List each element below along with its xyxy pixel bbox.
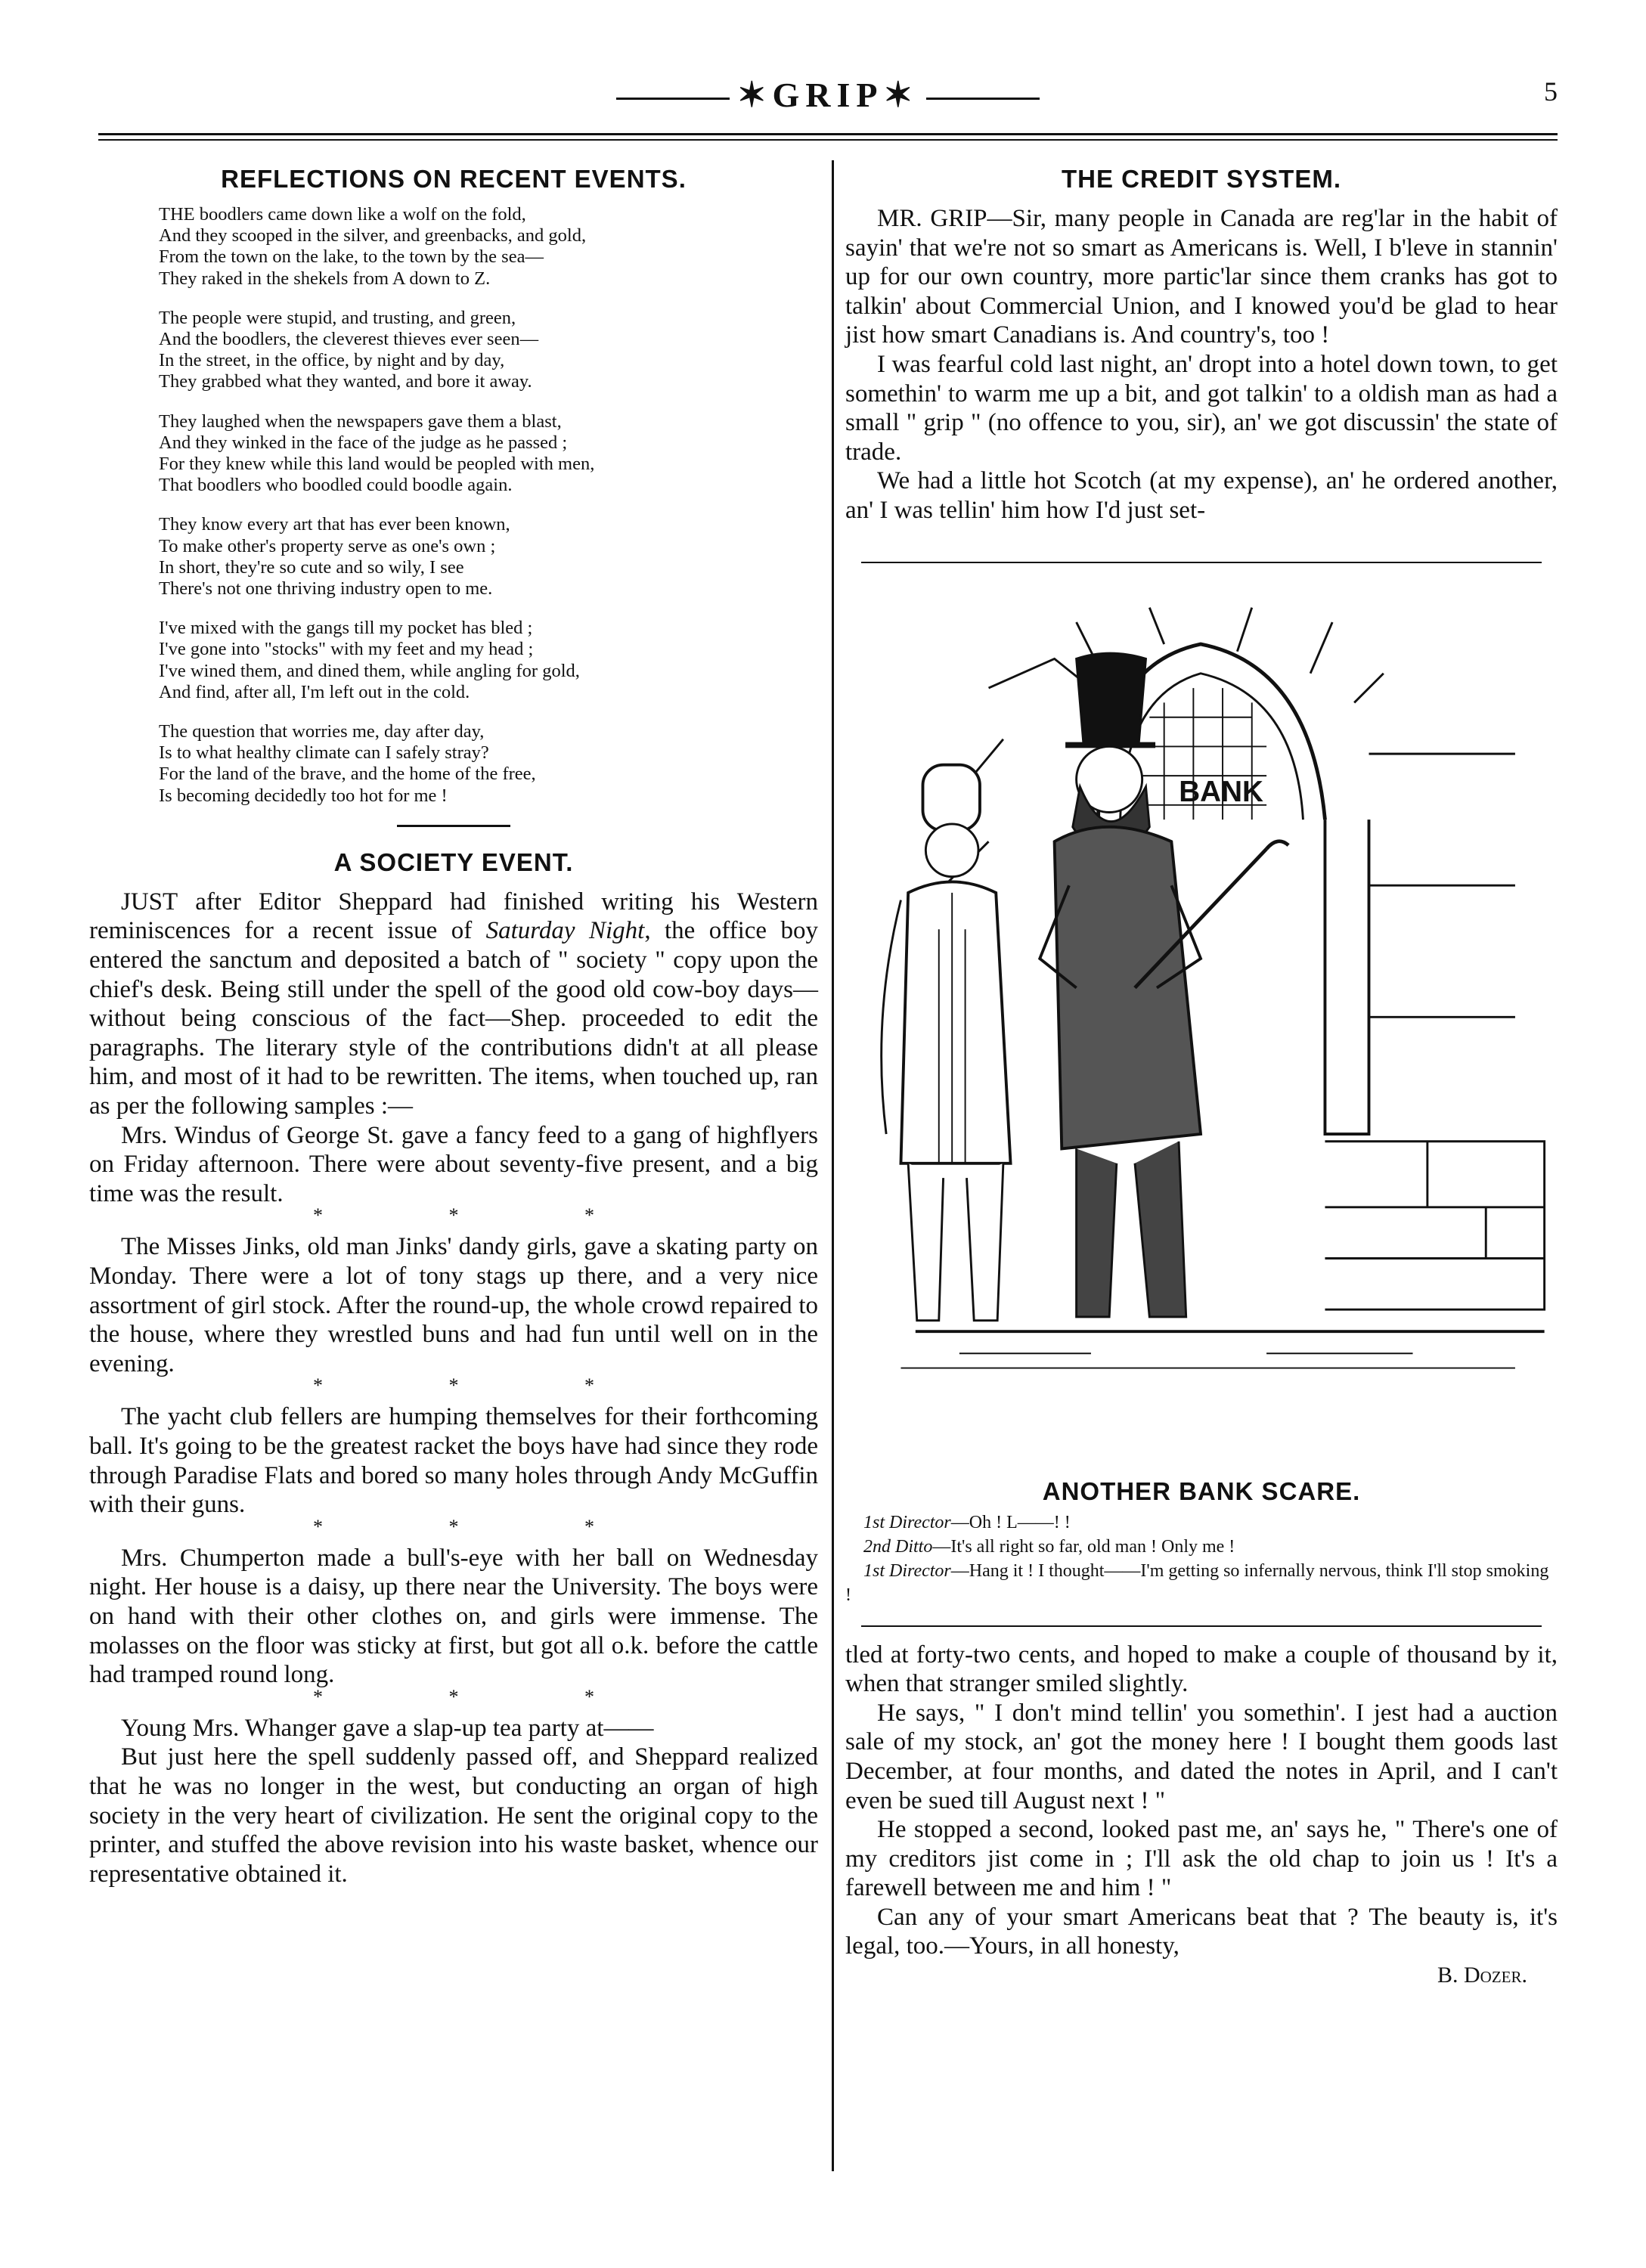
header-rule-bottom — [98, 139, 1558, 141]
cartoon-title: ANOTHER BANK SCARE. — [1042, 1476, 1361, 1505]
dialog-speaker: 1st Director — [863, 1512, 951, 1532]
masthead-right-rule — [926, 98, 1040, 100]
poem-stanza: The question that worries me, day after day, Is to what healthy climate can I safely stray? For the land of the brave, and the home of the free, Is becoming decidedly too hot for me ! — [159, 721, 536, 806]
credit-paragraph: MR. GRIP—Sir, many people in Canada are reg'lar in the habit of sayin' that we're not so smart as Americans is. Well, I b'leve in stannin' up for our own country, more partic'lar since them cranks has got to talkin' about Commercial Union, and I knowed you'd be glad to hear jist how smart Canadians is. And country's, too ! — [845, 205, 1558, 349]
masthead: ✶GRIP✶ — [98, 74, 1558, 115]
dialog-line: 1st Director—Hang it ! I thought——I'm getting so infernally nervous, think I'll stop smoking ! — [845, 1560, 1549, 1605]
bank-sign: BANK — [1179, 775, 1263, 808]
credit-title: THE CREDIT SYSTEM. — [1061, 165, 1342, 193]
reflections-title: REFLECTIONS ON RECENT EVENTS. — [221, 165, 687, 193]
society-paragraph: JUST after Editor Sheppard had finished writing his Western reminiscences for a recent issue of Saturday Night, the office boy entered the sanctum and deposited a batch of " society " copy upon the chief's desk. Being still under the spell of the good old cow-boy days—without being conscious of the fact—Shep. proceeded to edit the paragraphs. The literary style of the contributions didn't at all please him, and most of it had to be rewritten. The items, when touched up, ran as per the following samples :— — [89, 888, 818, 1120]
left-column — [89, 165, 818, 1888]
credit-paragraph: We had a little hot Scotch (at my expense), an' he ordered another, an' I was tellin' him how I'd just set- — [845, 467, 1558, 524]
credit-article-bottom — [845, 1641, 1558, 1962]
column-divider — [832, 160, 834, 2171]
credit-paragraph: tled at forty-two cents, and hoped to make a couple of thousand by it, when that stranger smiled slightly. — [845, 1641, 1558, 1698]
signature: B. Dozer. — [1437, 1963, 1527, 1988]
poem-stanza: The people were stupid, and trusting, and green, And the boodlers, the cleverest thieves ever seen— In the street, in the office, by night and by day, They grabbed what they wanted, and bore it away. — [159, 307, 539, 392]
page-header — [98, 74, 1558, 127]
poem-stanza: They laughed when the newspapers gave them a blast, And they winked in the face of the judge as he passed ; For they knew while this land would be peopled with men, That boodlers who boodled could boodle again. — [159, 411, 595, 496]
reflections-poem — [89, 204, 818, 807]
right-column — [845, 165, 1558, 1990]
poem-stanza: I've mixed with the gangs till my pocket has bled ; I've gone into "stocks" with my feet and my head ; I've wined them, and dined them, while angling for gold, And find, after all, I'm left out in the cold. — [159, 618, 580, 702]
dialog-speaker: 1st Director — [863, 1560, 951, 1581]
masthead-title: GRIP — [772, 76, 884, 114]
cartoon-dialog — [845, 1510, 1558, 1607]
society-title: A SOCIETY EVENT. — [333, 847, 574, 876]
society-paragraph: The Misses Jinks, old man Jinks' dandy girls, gave a skating party on Monday. There were a lot of tony stags up there, and a very nice assortment of girl stock. After the round-up, the whole crowd repaired to the house, where they wrestled buns and had fun until well on in the evening. — [89, 1233, 818, 1377]
dialog-line: 2nd Ditto—It's all right so far, old man ! Only me ! — [863, 1536, 1235, 1557]
dialog-speaker: 2nd Ditto — [863, 1536, 933, 1557]
section-separator — [397, 825, 510, 827]
society-paragraph: Young Mrs. Whanger gave a slap-up tea party at—— — [121, 1714, 654, 1742]
credit-paragraph: I was fearful cold last night, an' dropt into a hotel down town, to get somethin' to warm me up a bit, and got talkin' to a oldish man as had a small " grip " (no offence to you, sir), an' we got discussin' the state of trade. — [845, 350, 1558, 466]
society-paragraph: Mrs. Chumperton made a bull's-eye with her ball on Wednesday night. Her house is a daisy, up there near the University. The boys were on hand with their other clothes on, and girls were immense. The molasses on the floor was sticky at first, but got all o.k. before the cattle had tramped round long. — [89, 1544, 818, 1689]
star-separator: * * * — [313, 1515, 655, 1538]
masthead-left-rule — [616, 98, 730, 100]
poem-stanza: They know every art that has ever been known, To make other's property serve as one's own ; In short, they're so cute and so wily, I see There's not one thriving industry open to me. — [159, 514, 510, 600]
star-separator: * * * — [313, 1685, 655, 1708]
society-article — [89, 888, 818, 1888]
credit-paragraph: He stopped a second, looked past me, an' says he, " There's one of my creditors jist come in ; I'll ask the old chap to join us ! It's a farewell between me and him ! " — [845, 1816, 1558, 1902]
drop-lead: MR. GRIP — [877, 205, 987, 232]
credit-article-top — [845, 204, 1558, 525]
drop-lead: JUST — [121, 888, 178, 916]
illustration-rule-top — [861, 562, 1542, 563]
star-separator: * * * — [313, 1374, 655, 1397]
society-paragraph: Mrs. Windus of George St. gave a fancy feed to a gang of highflyers on Friday afternoon. There were about seventy-five present, and a big time was the result. — [89, 1121, 818, 1207]
illustration-rule-bottom — [861, 1625, 1542, 1627]
society-paragraph: But just here the spell suddenly passed off, and Sheppard realized that he was no longer in the west, but conducting an organ of high society in the very heart of civilization. He sent the original copy to the printer, and stuffed the above revision into his waste basket, whence our representative obtained it. — [89, 1743, 818, 1888]
bank-scare-illustration — [845, 578, 1558, 1470]
credit-paragraph: Can any of your smart Americans beat that ? The beauty is, it's legal, too.—Yours, in all honesty, — [845, 1903, 1558, 1960]
publication-title: Saturday Night — [485, 917, 645, 945]
poem-stanza: THE boodlers came down like a wolf on the fold, And they scooped in the silver, and greenbacks, and gold, From the town on the lake, to the town by the sea— They raked in the shekels from A down to Z. — [159, 204, 587, 289]
society-paragraph: The yacht club fellers are humping themselves for their forthcoming ball. It's going to be the greatest racket the boys have had since they rode through Paradise Flats and bored so many holes through Andy McGuffin with their guns. — [89, 1403, 818, 1519]
page-number: 5 — [1544, 76, 1558, 107]
credit-paragraph: He says, " I don't mind tellin' you somethin'. I jest had a auction sale of my stock, an' got the money here ! I bought them goods last December, at four months, and dated the notes in April, and I can't even be sued till August next ! " — [845, 1699, 1558, 1814]
dialog-line: 1st Director—Oh ! L——! ! — [863, 1512, 1071, 1532]
header-rule-top — [98, 133, 1558, 135]
star-separator: * * * — [313, 1204, 655, 1227]
